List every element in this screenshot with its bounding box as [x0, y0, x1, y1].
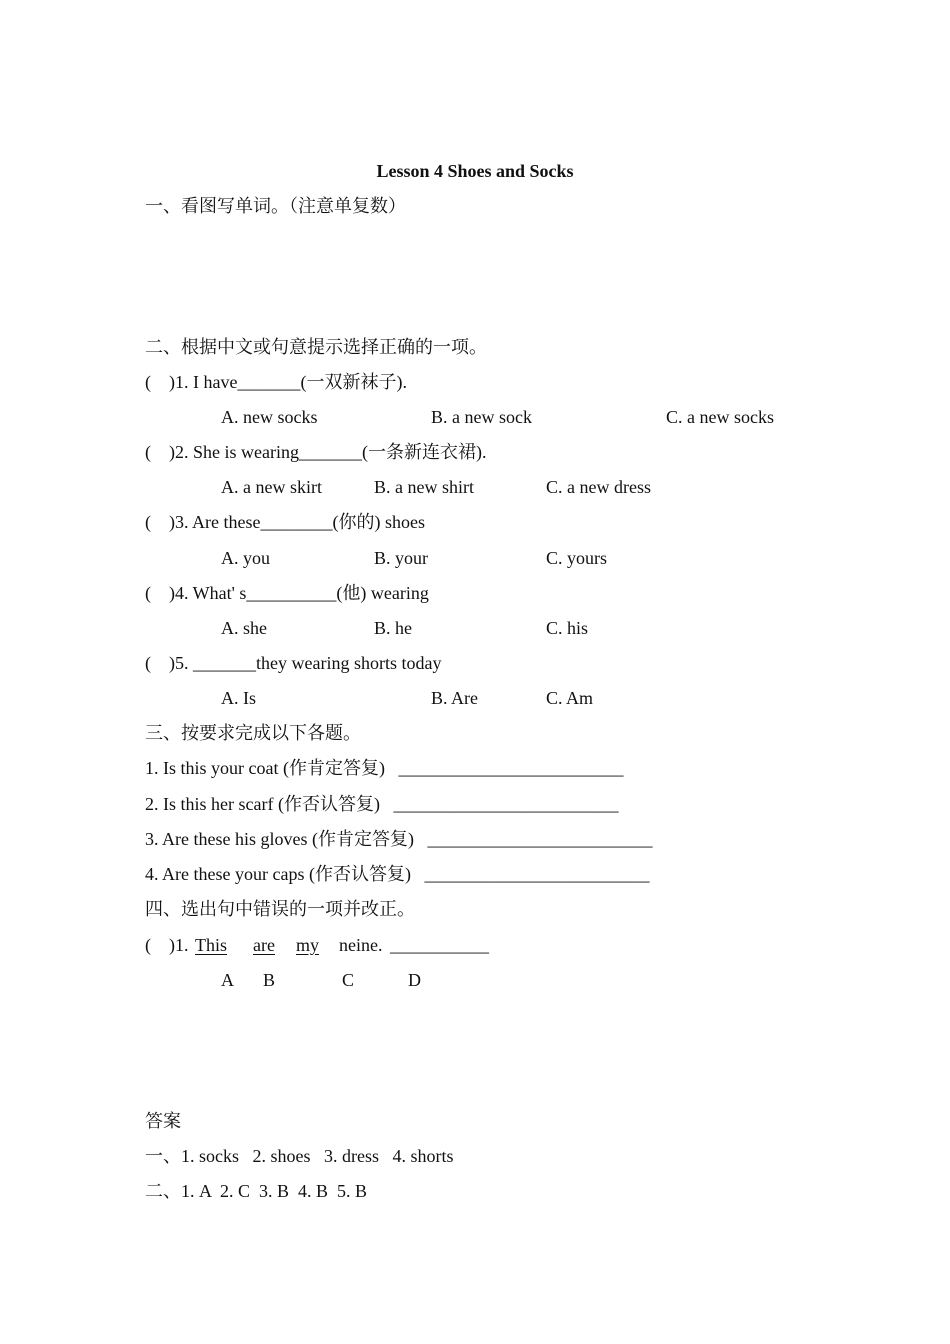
section4-word-d: neine. — [339, 935, 383, 955]
question-3-option-a: A. you — [221, 548, 270, 568]
question-3-option-c: C. yours — [546, 548, 608, 568]
section4-word-b: are — [253, 935, 275, 955]
section3-item-4: 4. Are these your caps (作否认答复) _________________________ — [145, 864, 650, 884]
section4-blank: ___________ — [390, 935, 489, 955]
section4-letter-c: C — [342, 970, 355, 990]
question-3-stem: ( )3. Are these________(你的) shoes — [145, 512, 425, 532]
question-3-option-b: B. your — [374, 548, 428, 568]
section4-heading: 四、选出句中错误的一项并改正。 — [145, 899, 415, 919]
question-5-option-a: A. Is — [221, 688, 256, 708]
section3-item-1: 1. Is this your coat (作肯定答复) _________________________ — [145, 758, 624, 778]
question-1-option-b: B. a new sock — [431, 407, 532, 427]
question-4-option-a: A. she — [221, 618, 267, 638]
question-1-stem: ( )1. I have_______(一双新袜子). — [145, 372, 407, 392]
section4-letter-d: D — [408, 970, 421, 990]
section3-heading: 三、按要求完成以下各题。 — [145, 723, 361, 743]
question-1-option-c: C. a new socks — [666, 407, 774, 427]
section1-heading: 一、看图写单词。（注意单复数） — [145, 196, 406, 216]
answers-line-1: 一、1. socks 2. shoes 3. dress 4. shorts — [145, 1146, 454, 1166]
question-2-option-b: B. a new shirt — [374, 477, 474, 497]
question-4-stem: ( )4. What' s__________(他) wearing — [145, 583, 429, 603]
section4-word-c: my — [296, 935, 320, 955]
question-4-option-c: C. his — [546, 618, 589, 638]
section4-prefix: ( )1. — [145, 935, 193, 955]
question-5-stem: ( )5. _______they wearing shorts today — [145, 653, 442, 673]
question-2-option-c: C. a new dress — [546, 477, 651, 497]
page-title: Lesson 4 Shoes and Socks — [376, 161, 574, 181]
question-5-option-c: C. Am — [546, 688, 594, 708]
question-2-stem: ( )2. She is wearing_______(一条新连衣裙). — [145, 442, 487, 462]
section4-word-a: This — [195, 935, 228, 955]
question-5-option-b: B. Are — [431, 688, 478, 708]
question-4-option-b: B. he — [374, 618, 412, 638]
section4-letter-b: B — [263, 970, 276, 990]
section3-item-2: 2. Is this her scarf (作否认答复) _________________________ — [145, 794, 619, 814]
question-2-option-a: A. a new skirt — [221, 477, 322, 497]
answers-line-2: 二、1. A 2. C 3. B 4. B 5. B — [145, 1181, 368, 1201]
section3-item-3: 3. Are these his gloves (作肯定答复) _________________________ — [145, 829, 653, 849]
answers-heading: 答案 — [145, 1111, 181, 1131]
question-1-option-a: A. new socks — [221, 407, 318, 427]
section4-letter-a: A — [221, 970, 234, 990]
section2-heading: 二、根据中文或句意提示选择正确的一项。 — [145, 337, 487, 357]
